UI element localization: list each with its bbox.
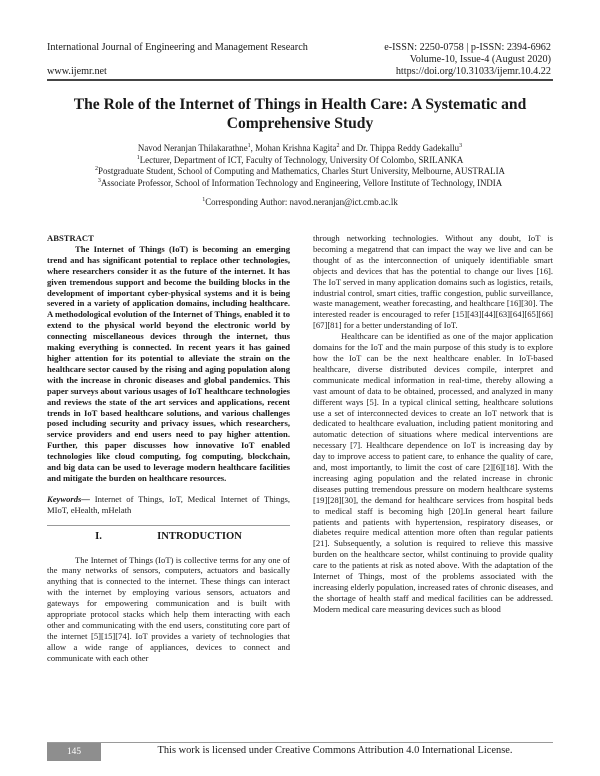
affiliation-2: $^2$Postgraduate Student, School of Computing and Mathematics, Charles Sturt University, Melbourne, AUSTRALIA <box>95 166 505 177</box>
author-names: Navod Neranjan Thilakarathne$^1$, Mohan Krishna Kagita$^2$ and Dr. Thippa Reddy Gadekallu$^3$ <box>137 143 463 153</box>
journal-header <box>47 42 308 54</box>
page-number: 145 <box>47 743 101 761</box>
section-heading-introduction <box>47 532 290 543</box>
paper-title <box>60 95 540 133</box>
author-block <box>40 143 560 189</box>
keywords-label: Keywords— <box>47 493 90 504</box>
keywords <box>47 494 290 516</box>
section-title: INTRODUCTION <box>157 530 242 542</box>
intro-paragraph-3: Healthcare can be identified as one of the major application domains for the IoT and the main purpose of this study is to explore how the IoT can be the next healthcare enabler. In IoT-based healthcare, diverse distributed devices compile, interpret and communicate medical information in real-time, thereby allowing a vast amount of data to be obtained, processed, and analyzed in many different ways [5]. In a typical clinical setting, healthcare solutions use a set of interconnected devices to create an IoT network that is dedicated to healthcare evaluation, including patient monitoring and automatic detection of situations where medical interventions are necessary [7]. Healthcare dependence on IoT is increasing day by day to improve access to patient care, to enhance the quality of care, and, most importantly, to limit the cost of care [2][6][18]. With the increasing aging population and the related increase in chronic diseases putting tremendous pressure on modern healthcare systems [19][28][30], the demand for healthcare services from hospital beds to medical staff is becoming high [20].In general heart failure patients and patients with hypertension, respiratory diseases, or diabetes require medical attention more often than regular patients [21]. Subsequently, a solution is required to relieve this massive burden on the healthcare sector, whilst continuing to provide quality care to the patients at risk as noted above. With the adaptation of the Internet of Things, most of the problems associated with the increasing elderly population, increased rates of chronic diseases, and the shortage of health staff and medical facilities can be addressed. Modern medical care measuring devices such as blood <box>313 331 553 614</box>
section-number: I. <box>95 530 102 542</box>
issue-info <box>384 42 551 78</box>
page-footer <box>47 742 553 761</box>
doi-link[interactable]: https://doi.org/10.31033/ijemr.10.4.22 <box>395 66 551 77</box>
title-line-1: The Role of the Internet of Things in Health Care: A Systematic and <box>73 96 527 113</box>
issn: e-ISSN: 2250-0758 | p-ISSN: 2394-6962 <box>384 42 551 53</box>
left-column <box>47 233 290 664</box>
section-divider <box>47 525 290 526</box>
intro-paragraph-1: The Internet of Things (IoT) is collective terms for any one of the many networks of sensors, computers, actuators and basically anything that is connected to the internet. These things can interact with the internet by employing various sensors, actuators and gateways for empowering communication and is built with appropriate protocol stacks which help them interacting with each other and communicating with the end users, constituting core part of the internet [5][15][74]. IoT provides a variety of technologies that allow a wide range of appliances, devices to connect and communicate with each other <box>47 554 290 663</box>
keywords-text: Internet of Things, IoT, Medical Internet of Things, MIoT, eHealth, mHelath <box>47 493 290 515</box>
affiliation-3: $^3$Associate Professor, School of Information Technology and Engineering, Vellore Institute of Technology, INDIA <box>97 177 503 188</box>
corresponding-author: $^1$Corresponding Author: navod.neranjan@ict.cmb.ac.lk <box>202 197 398 207</box>
journal-website[interactable]: www.ijemr.net <box>47 66 107 77</box>
license-notice: This work is licensed under Creative Commons Attribution 4.0 International License. <box>157 745 513 756</box>
abstract-heading: ABSTRACT <box>47 233 94 243</box>
title-line-2: Comprehensive Study <box>226 115 374 132</box>
footer-divider <box>47 742 553 743</box>
affiliation-1: $^1$Lecturer, Department of ICT, Faculty of Technology, University Of Colombo, SRILANKA <box>136 154 464 165</box>
intro-paragraph-2: through networking technologies. Without any doubt, IoT is becoming a megatrend that can impact the way we live and can be thought of as the interconnection of uniquely identifiable smart objects and devices that has the potential to change our lives [16]. The IoT served in many application domains such as logistics, retails, industrial control, smart cities, traffic congestion, public surveillance, waste management, weather forecasting, and healthcare [16][30]. The interested reader is encouraged to refer [15][43][44][63][64][65][66][67][81] for a better understanding of IoT. <box>313 233 553 331</box>
header-divider <box>47 79 553 81</box>
abstract-body: The Internet of Things (IoT) is becoming an emerging trend and has significant potential to replace other technologies, where researchers consider it as the future of the internet. It has given tremendous support and become the building blocks in the development of important cyber-physical systems and it is being severed in a variety of application domains, including healthcare. A methodological evolution of the Internet of Things, enabled it to extend to the physical world beyond the electronic world by connecting miscellaneous devices through the internet, thus making everything is connected. In recent years it has gained higher attention for its potential to alleviate the strain on the healthcare sector caused by the rising and aging population along with the increase in chronic diseases and global pandemics. This paper surveys about various usages of IoT healthcare technologies and reviews the state of the art services and applications, recent trends in IoT based healthcare solutions, and various challenges posed including security and privacy issues, which researchers, service providers and end users need to pay higher attention. Further, this paper discusses how innovative IoT enabled technologies like cloud computing, fog computing, blockchain, and big data can be used to leverage modern healthcare facilities and mitigate the burden on healthcare resources. <box>47 243 290 483</box>
journal-name: International Journal of Engineering and Management Research <box>47 42 308 53</box>
right-column <box>313 233 553 615</box>
volume-issue: Volume-10, Issue-4 (August 2020) <box>409 54 551 65</box>
